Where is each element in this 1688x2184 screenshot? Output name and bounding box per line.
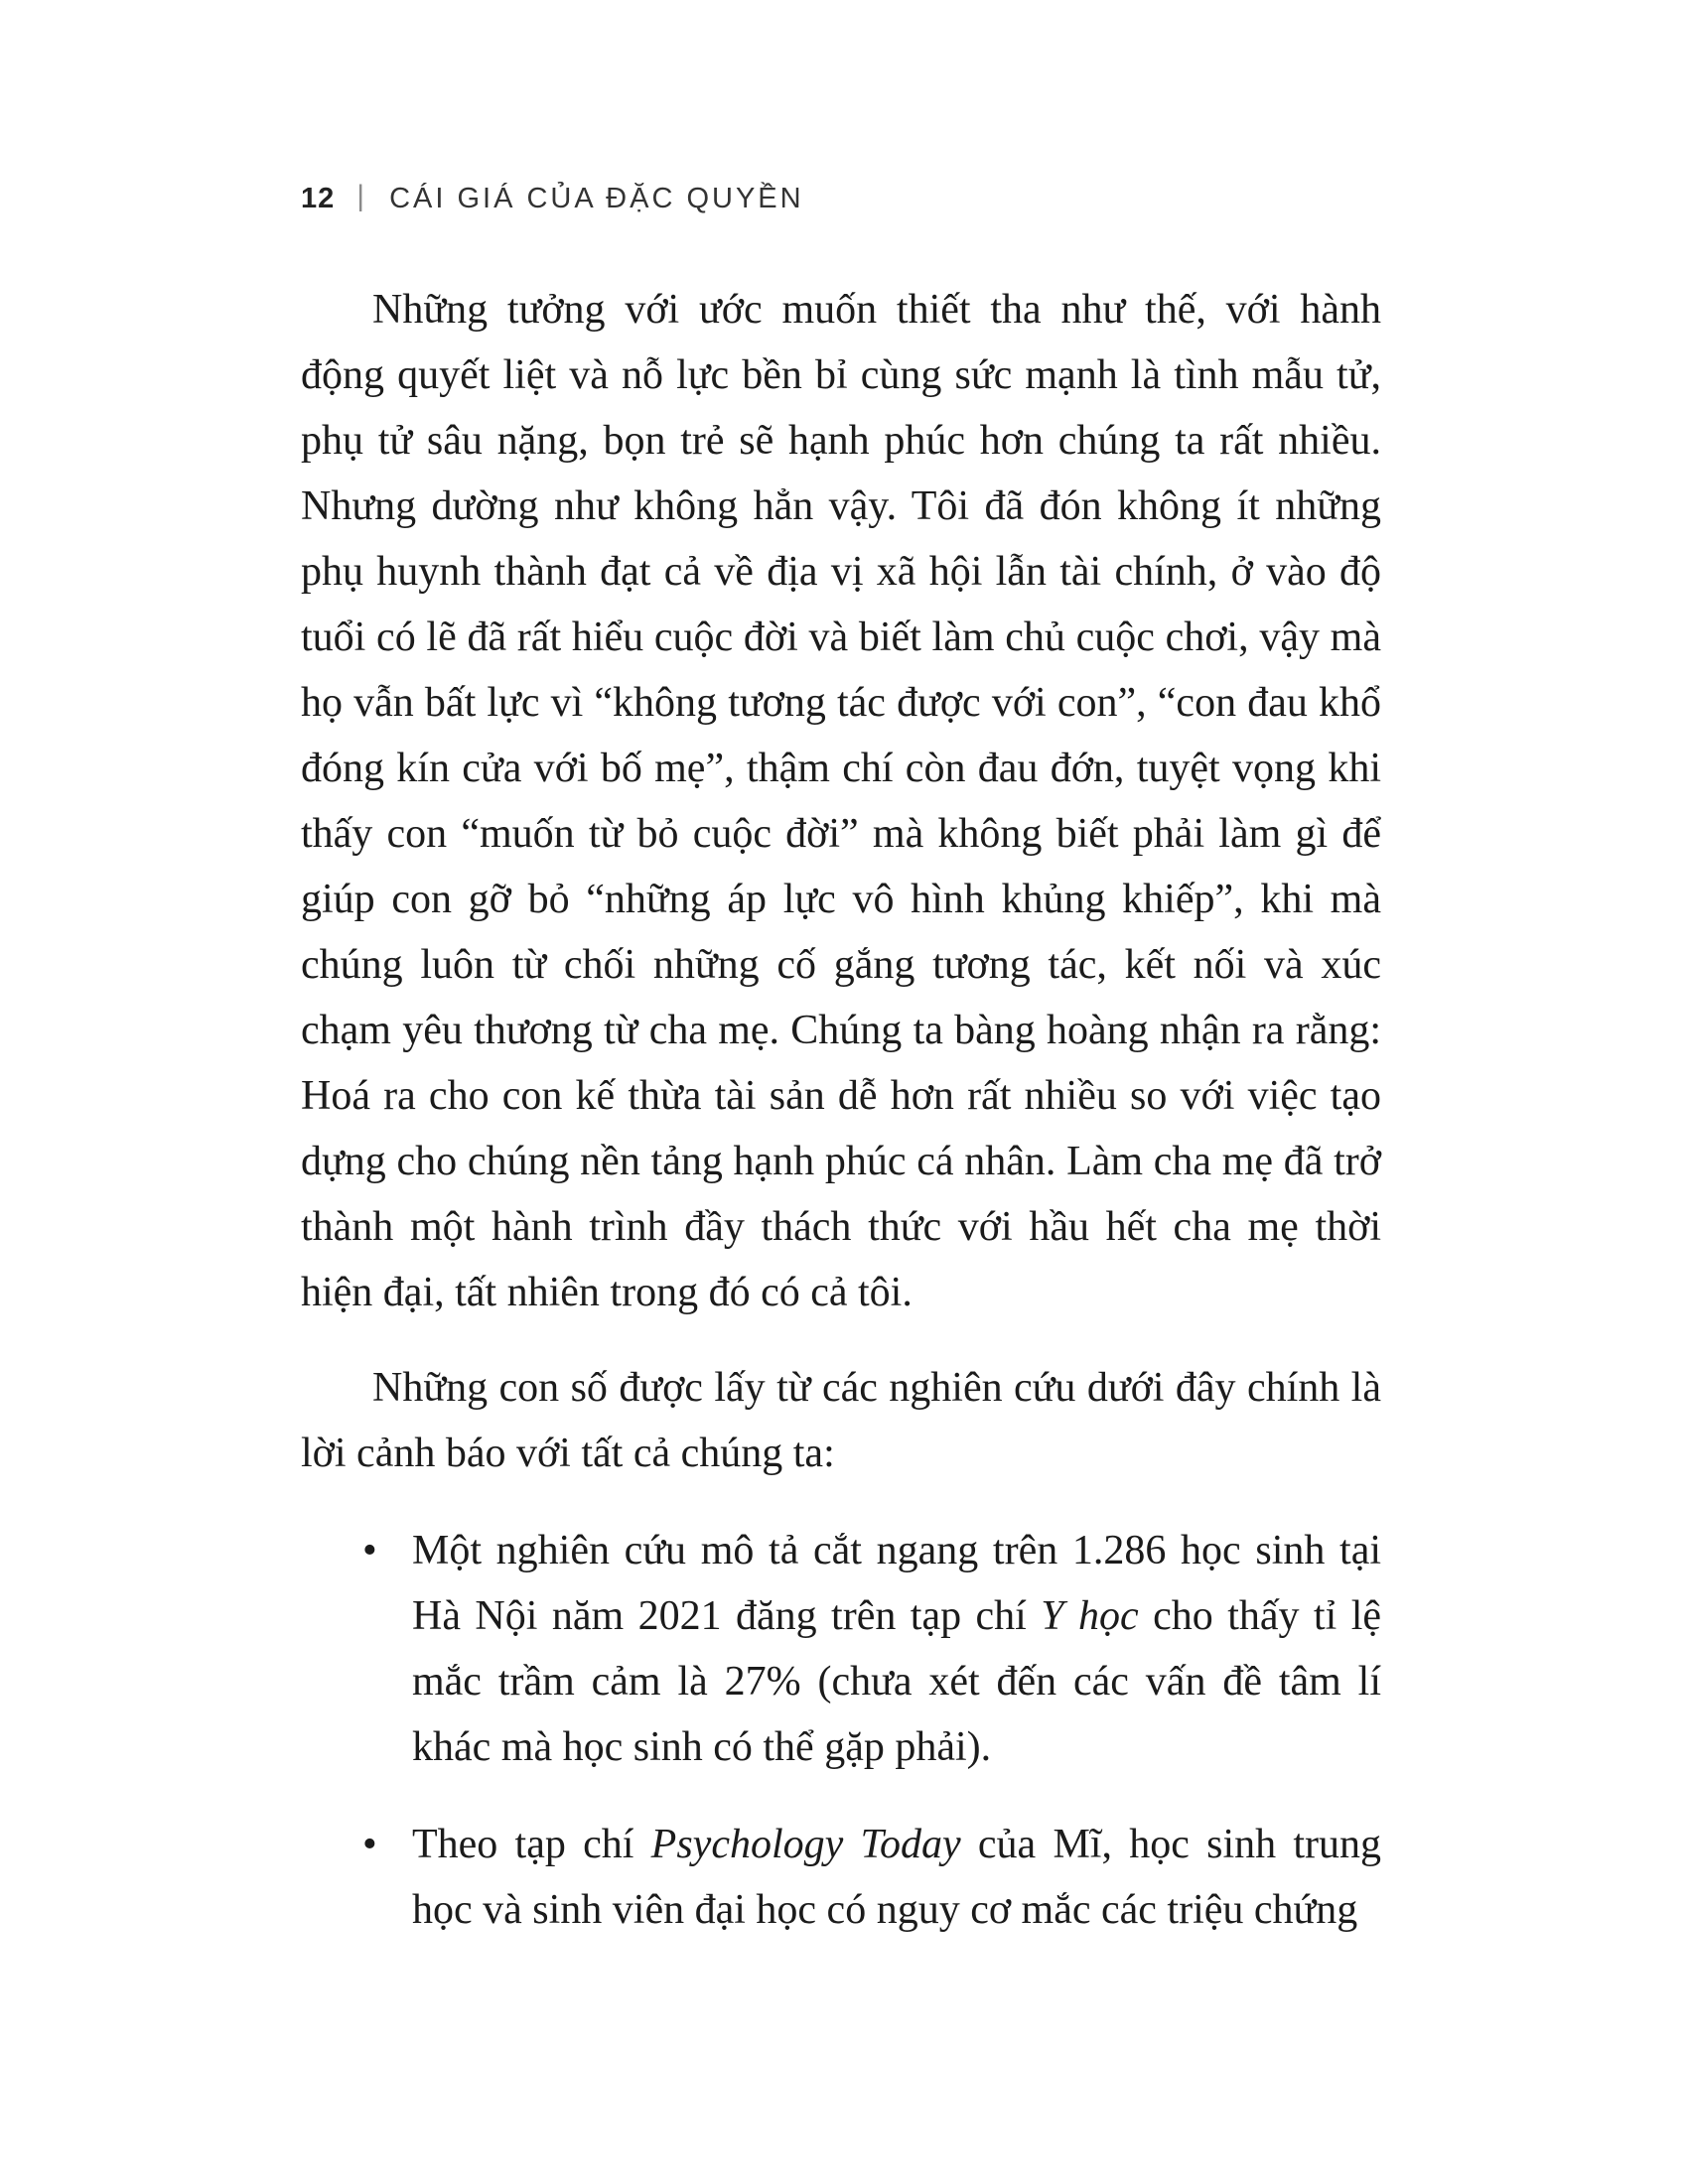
bullet-list: [301, 1518, 1381, 1943]
header-divider: |: [356, 180, 368, 212]
page-number: 12: [301, 182, 336, 214]
paragraph-1: Những tưởng với ước muốn thiết tha như thế, với hành động quyết liệt và nỗ lực bền bỉ cùng sức mạnh là tình mẫu tử, phụ tử sâu nặng, bọn trẻ sẽ hạnh phúc hơn chúng ta rất nhiều. Nhưng dường như không hẳn vậy. Tôi đã đón không ít những phụ huynh thành đạt cả về địa vị xã hội lẫn tài chính, ở vào độ tuổi có lẽ đã rất hiểu cuộc đời và biết làm chủ cuộc chơi, vậy mà họ vẫn bất lực vì “không tương tác được với con”, “con đau khổ đóng kín cửa với bố mẹ”, thậm chí còn đau đớn, tuyệt vọng khi thấy con “muốn từ bỏ cuộc đời” mà không biết phải làm gì để giúp con gỡ bỏ “những áp lực vô hình khủng khiếp”, khi mà chúng luôn từ chối những cố gắng tương tác, kết nối và xúc chạm yêu thương từ cha mẹ. Chúng ta bàng hoàng nhận ra rằng: Hoá ra cho con kế thừa tài sản dễ hơn rất nhiều so với việc tạo dựng cho chúng nền tảng hạnh phúc cá nhân. Làm cha mẹ đã trở thành một hành trình đầy thách thức với hầu hết cha mẹ thời hiện đại, tất nhiên trong đó có cả tôi.: [301, 287, 1381, 1315]
bullet-icon: •: [362, 1822, 377, 1867]
bullet-text: [412, 1528, 1381, 1770]
paragraph-2: Những con số được lấy từ các nghiên cứu dưới đây chính là lời cảnh báo với tất cả chúng ta:: [301, 1365, 1381, 1476]
bullet-text: [412, 1822, 1381, 1933]
bullet-text-post: cho thấy tỉ lệ mắc trầm cảm là 27% (chưa xét đến các vấn đề tâm lí khác mà học sinh có thể gặp phải).: [412, 1593, 1382, 1770]
bullet-text-pre: Một nghiên cứu mô tả cắt ngang trên 1.286 học sinh tại Hà Nội năm 2021 đăng trên tạp chí: [412, 1528, 1381, 1639]
bullet-text-italic: Y học: [1041, 1593, 1139, 1639]
bullet-text-italic: Psychology Today: [650, 1822, 961, 1867]
bullet-icon: •: [362, 1528, 377, 1573]
page-header: [301, 182, 1381, 215]
bullet-text-post: của Mĩ, học sinh trung học và sinh viên đại học có nguy cơ mắc các triệu chứng: [412, 1822, 1382, 1933]
page-content: [301, 182, 1381, 1943]
running-title: CÁI GIÁ CỦA ĐẶC QUYỀN: [389, 182, 804, 214]
list-item-study-hanoi: [301, 1518, 1381, 1780]
list-item-psychology-today: [301, 1812, 1381, 1943]
body-text: [301, 277, 1381, 1943]
bullet-text-pre: Theo tạp chí: [412, 1822, 651, 1867]
